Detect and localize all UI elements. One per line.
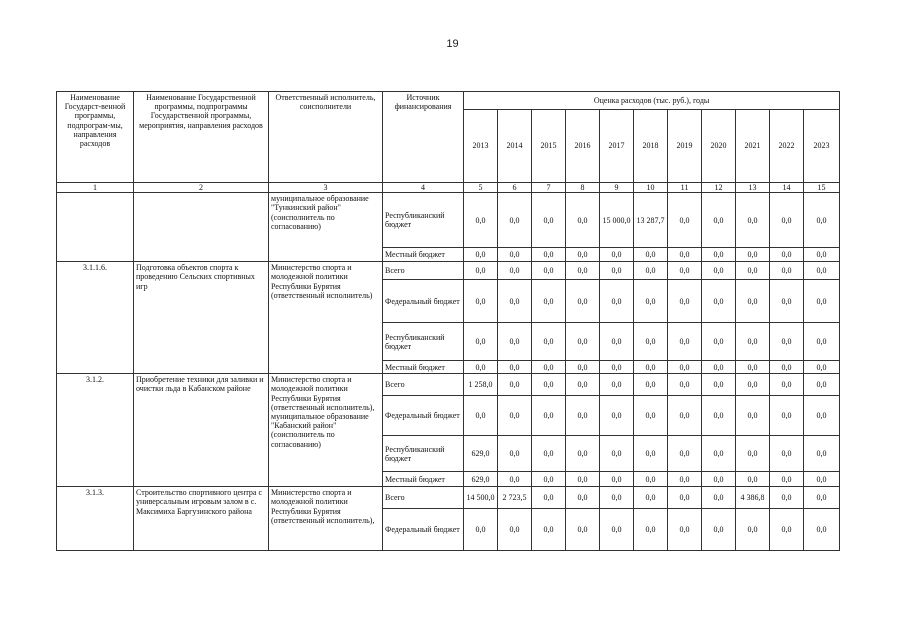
column-number: 5 bbox=[464, 183, 498, 193]
expense-value: 0,0 bbox=[532, 374, 566, 396]
expense-value: 0,0 bbox=[634, 248, 668, 262]
header-estimate: Оценка расходов (тыс. руб.), годы bbox=[464, 92, 840, 110]
header-year: 2014 bbox=[498, 110, 532, 183]
program-code: 3.1.2. bbox=[57, 374, 134, 487]
funding-source: Республиканский бюджет bbox=[383, 323, 464, 361]
table-row bbox=[57, 487, 840, 509]
table-row bbox=[57, 374, 840, 396]
expense-value: 0,0 bbox=[464, 280, 498, 323]
expense-value: 0,0 bbox=[634, 361, 668, 374]
expense-value: 0,0 bbox=[498, 248, 532, 262]
expense-value: 0,0 bbox=[566, 487, 600, 509]
expense-value: 0,0 bbox=[736, 323, 770, 361]
expense-value: 0,0 bbox=[668, 193, 702, 248]
expense-value: 0,0 bbox=[804, 374, 840, 396]
funding-source: Федеральный бюджет bbox=[383, 509, 464, 551]
column-number: 10 bbox=[634, 183, 668, 193]
expense-value: 0,0 bbox=[736, 509, 770, 551]
expense-value: 0,0 bbox=[532, 509, 566, 551]
expense-value: 0,0 bbox=[532, 487, 566, 509]
expense-value: 0,0 bbox=[600, 509, 634, 551]
header-year: 2018 bbox=[634, 110, 668, 183]
expense-value: 0,0 bbox=[804, 280, 840, 323]
expense-value: 0,0 bbox=[498, 396, 532, 436]
expense-value: 0,0 bbox=[566, 262, 600, 280]
expense-value: 0,0 bbox=[464, 361, 498, 374]
expense-value: 0,0 bbox=[804, 323, 840, 361]
expense-value: 0,0 bbox=[770, 193, 804, 248]
expense-value: 0,0 bbox=[634, 262, 668, 280]
expense-value: 0,0 bbox=[532, 323, 566, 361]
expense-value: 0,0 bbox=[668, 262, 702, 280]
expense-value: 0,0 bbox=[498, 361, 532, 374]
expense-value: 0,0 bbox=[770, 280, 804, 323]
header-program: Наименование Государст-венной программы, подпрограм-мы, направления расходов bbox=[57, 92, 134, 183]
column-number: 14 bbox=[770, 183, 804, 193]
program-name: Строительство спортивного центра с универсальным игровым залом в с. Максимиха Баргузинского района bbox=[134, 487, 269, 551]
funding-source: Республиканский бюджет bbox=[383, 436, 464, 472]
expense-value: 0,0 bbox=[736, 361, 770, 374]
column-number: 7 bbox=[532, 183, 566, 193]
expense-value: 0,0 bbox=[702, 280, 736, 323]
expense-value: 0,0 bbox=[736, 248, 770, 262]
expense-value: 0,0 bbox=[702, 323, 736, 361]
expense-value: 0,0 bbox=[498, 436, 532, 472]
expense-value: 0,0 bbox=[702, 472, 736, 487]
expense-value: 0,0 bbox=[736, 280, 770, 323]
expense-value: 0,0 bbox=[532, 193, 566, 248]
expense-value: 0,0 bbox=[566, 472, 600, 487]
expense-value: 629,0 bbox=[464, 436, 498, 472]
funding-source: Федеральный бюджет bbox=[383, 280, 464, 323]
expense-value: 0,0 bbox=[498, 262, 532, 280]
expense-value: 0,0 bbox=[634, 436, 668, 472]
expense-value: 0,0 bbox=[634, 323, 668, 361]
expense-value: 0,0 bbox=[770, 487, 804, 509]
expense-value: 0,0 bbox=[566, 396, 600, 436]
header-year: 2016 bbox=[566, 110, 600, 183]
expense-value: 4 386,8 bbox=[736, 487, 770, 509]
page-number: 19 bbox=[446, 38, 459, 50]
expense-value: 0,0 bbox=[668, 280, 702, 323]
expense-value: 0,0 bbox=[702, 509, 736, 551]
header-year: 2020 bbox=[702, 110, 736, 183]
expense-value: 0,0 bbox=[600, 436, 634, 472]
expense-value: 13 287,7 bbox=[634, 193, 668, 248]
column-number: 15 bbox=[804, 183, 840, 193]
header-year: 2017 bbox=[600, 110, 634, 183]
funding-source: Всего bbox=[383, 487, 464, 509]
expense-value: 0,0 bbox=[736, 374, 770, 396]
expense-value: 0,0 bbox=[532, 436, 566, 472]
funding-source: Местный бюджет bbox=[383, 361, 464, 374]
expense-value: 0,0 bbox=[702, 436, 736, 472]
expense-value: 0,0 bbox=[634, 509, 668, 551]
funding-source: Федеральный бюджет bbox=[383, 396, 464, 436]
expense-value: 0,0 bbox=[804, 262, 840, 280]
header-year: 2013 bbox=[464, 110, 498, 183]
expense-value: 0,0 bbox=[736, 396, 770, 436]
expense-value: 2 723,5 bbox=[498, 487, 532, 509]
funding-source: Местный бюджет bbox=[383, 472, 464, 487]
expense-value: 0,0 bbox=[464, 509, 498, 551]
expense-value: 0,0 bbox=[566, 374, 600, 396]
program-code: 3.1.3. bbox=[57, 487, 134, 551]
expense-value: 0,0 bbox=[600, 280, 634, 323]
expense-value: 0,0 bbox=[736, 436, 770, 472]
expense-value: 0,0 bbox=[566, 436, 600, 472]
expense-value: 0,0 bbox=[702, 262, 736, 280]
expense-value: 0,0 bbox=[532, 248, 566, 262]
expense-value: 0,0 bbox=[804, 487, 840, 509]
funding-source: Всего bbox=[383, 374, 464, 396]
program-name bbox=[134, 193, 269, 262]
expense-value: 0,0 bbox=[634, 487, 668, 509]
expense-value: 0,0 bbox=[804, 248, 840, 262]
expense-value: 0,0 bbox=[668, 248, 702, 262]
header-responsible: Ответственный исполнитель, соисполнители bbox=[269, 92, 383, 183]
expense-value: 0,0 bbox=[770, 262, 804, 280]
expense-value: 0,0 bbox=[668, 509, 702, 551]
expense-value: 0,0 bbox=[634, 472, 668, 487]
header-year: 2019 bbox=[668, 110, 702, 183]
header-year: 2015 bbox=[532, 110, 566, 183]
expense-value: 0,0 bbox=[668, 436, 702, 472]
responsible-executor: Министерство спорта и молодежной политики Республики Бурятия (ответственный исполнитель), bbox=[269, 487, 383, 551]
expense-value: 0,0 bbox=[770, 248, 804, 262]
expense-value: 0,0 bbox=[770, 436, 804, 472]
expense-value: 0,0 bbox=[566, 193, 600, 248]
table-row bbox=[57, 193, 840, 248]
expense-value: 0,0 bbox=[804, 436, 840, 472]
header-year: 2022 bbox=[770, 110, 804, 183]
expense-value: 0,0 bbox=[668, 472, 702, 487]
expense-value: 0,0 bbox=[600, 323, 634, 361]
expense-value: 0,0 bbox=[600, 374, 634, 396]
expense-value: 15 000,0 bbox=[600, 193, 634, 248]
funding-source: Всего bbox=[383, 262, 464, 280]
funding-source: Местный бюджет bbox=[383, 248, 464, 262]
expense-value: 0,0 bbox=[498, 193, 532, 248]
program-name: Приобретение техники для заливки и очистки льда в Кабанском районе bbox=[134, 374, 269, 487]
expense-value: 0,0 bbox=[532, 396, 566, 436]
expense-value: 0,0 bbox=[668, 323, 702, 361]
expense-value: 0,0 bbox=[566, 248, 600, 262]
responsible-executor: Министерство спорта и молодежной политики Республики Бурятия (ответственный исполнитель), муниципальное образование "Кабанский район" (соисполнитель по согласованию) bbox=[269, 374, 383, 487]
program-code: 3.1.1.6. bbox=[57, 262, 134, 374]
expense-value: 0,0 bbox=[770, 472, 804, 487]
expense-value: 0,0 bbox=[566, 323, 600, 361]
expense-value: 0,0 bbox=[702, 361, 736, 374]
expense-value: 0,0 bbox=[498, 374, 532, 396]
expense-value: 0,0 bbox=[770, 323, 804, 361]
expense-value: 0,0 bbox=[668, 487, 702, 509]
expense-value: 0,0 bbox=[498, 323, 532, 361]
expense-value: 0,0 bbox=[464, 193, 498, 248]
expense-value: 0,0 bbox=[736, 262, 770, 280]
expense-value: 0,0 bbox=[464, 396, 498, 436]
expense-value: 0,0 bbox=[702, 374, 736, 396]
expense-value: 0,0 bbox=[566, 361, 600, 374]
responsible-executor: муниципальное образование "Тункинский район" (соисполнитель по согласованию) bbox=[269, 193, 383, 262]
expense-value: 0,0 bbox=[804, 361, 840, 374]
expense-value: 0,0 bbox=[532, 361, 566, 374]
column-number: 2 bbox=[134, 183, 269, 193]
expense-value: 0,0 bbox=[702, 396, 736, 436]
expense-value: 0,0 bbox=[736, 472, 770, 487]
expense-value: 1 258,0 bbox=[464, 374, 498, 396]
expense-value: 0,0 bbox=[464, 248, 498, 262]
expense-value: 0,0 bbox=[702, 487, 736, 509]
header-name: Наименование Государственной программы, подпрограммы Государственной программы, мероприятия, направления расходов bbox=[134, 92, 269, 183]
budget-table bbox=[56, 91, 840, 551]
expense-value: 0,0 bbox=[702, 248, 736, 262]
column-number: 6 bbox=[498, 183, 532, 193]
program-code bbox=[57, 193, 134, 262]
funding-source: Республиканский бюджет bbox=[383, 193, 464, 248]
column-number: 13 bbox=[736, 183, 770, 193]
expense-value: 0,0 bbox=[668, 374, 702, 396]
expense-value: 0,0 bbox=[600, 248, 634, 262]
header-source: Источник финансирования bbox=[383, 92, 464, 183]
expense-value: 0,0 bbox=[532, 280, 566, 323]
table-row bbox=[57, 262, 840, 280]
expense-value: 0,0 bbox=[464, 323, 498, 361]
expense-value: 0,0 bbox=[566, 280, 600, 323]
expense-value: 0,0 bbox=[770, 361, 804, 374]
expense-value: 0,0 bbox=[804, 396, 840, 436]
expense-value: 0,0 bbox=[532, 472, 566, 487]
column-number: 12 bbox=[702, 183, 736, 193]
expense-value: 0,0 bbox=[600, 361, 634, 374]
header-year: 2021 bbox=[736, 110, 770, 183]
expense-value: 0,0 bbox=[464, 262, 498, 280]
expense-value: 0,0 bbox=[600, 472, 634, 487]
column-number: 4 bbox=[383, 183, 464, 193]
expense-value: 629,0 bbox=[464, 472, 498, 487]
column-number: 9 bbox=[600, 183, 634, 193]
column-number: 3 bbox=[269, 183, 383, 193]
expense-value: 0,0 bbox=[600, 262, 634, 280]
expense-value: 0,0 bbox=[566, 509, 600, 551]
responsible-executor: Министерство спорта и молодежной политики Республики Бурятия (ответственный исполнитель) bbox=[269, 262, 383, 374]
expense-value: 0,0 bbox=[498, 472, 532, 487]
expense-value: 0,0 bbox=[804, 193, 840, 248]
expense-value: 0,0 bbox=[498, 280, 532, 323]
expense-value: 0,0 bbox=[770, 396, 804, 436]
header-year: 2023 bbox=[804, 110, 840, 183]
program-name: Подготовка объектов спорта к проведению Сельских спортивных игр bbox=[134, 262, 269, 374]
expense-value: 0,0 bbox=[532, 262, 566, 280]
expense-value: 0,0 bbox=[600, 396, 634, 436]
expense-value: 0,0 bbox=[498, 509, 532, 551]
column-number: 11 bbox=[668, 183, 702, 193]
expense-value: 0,0 bbox=[600, 487, 634, 509]
column-number: 1 bbox=[57, 183, 134, 193]
expense-value: 0,0 bbox=[736, 193, 770, 248]
expense-value: 14 500,0 bbox=[464, 487, 498, 509]
expense-value: 0,0 bbox=[804, 509, 840, 551]
column-number: 8 bbox=[566, 183, 600, 193]
expense-value: 0,0 bbox=[634, 374, 668, 396]
expense-value: 0,0 bbox=[634, 280, 668, 323]
expense-value: 0,0 bbox=[702, 193, 736, 248]
expense-value: 0,0 bbox=[770, 374, 804, 396]
expense-value: 0,0 bbox=[804, 472, 840, 487]
expense-value: 0,0 bbox=[668, 396, 702, 436]
expense-value: 0,0 bbox=[770, 509, 804, 551]
expense-value: 0,0 bbox=[634, 396, 668, 436]
expense-value: 0,0 bbox=[668, 361, 702, 374]
